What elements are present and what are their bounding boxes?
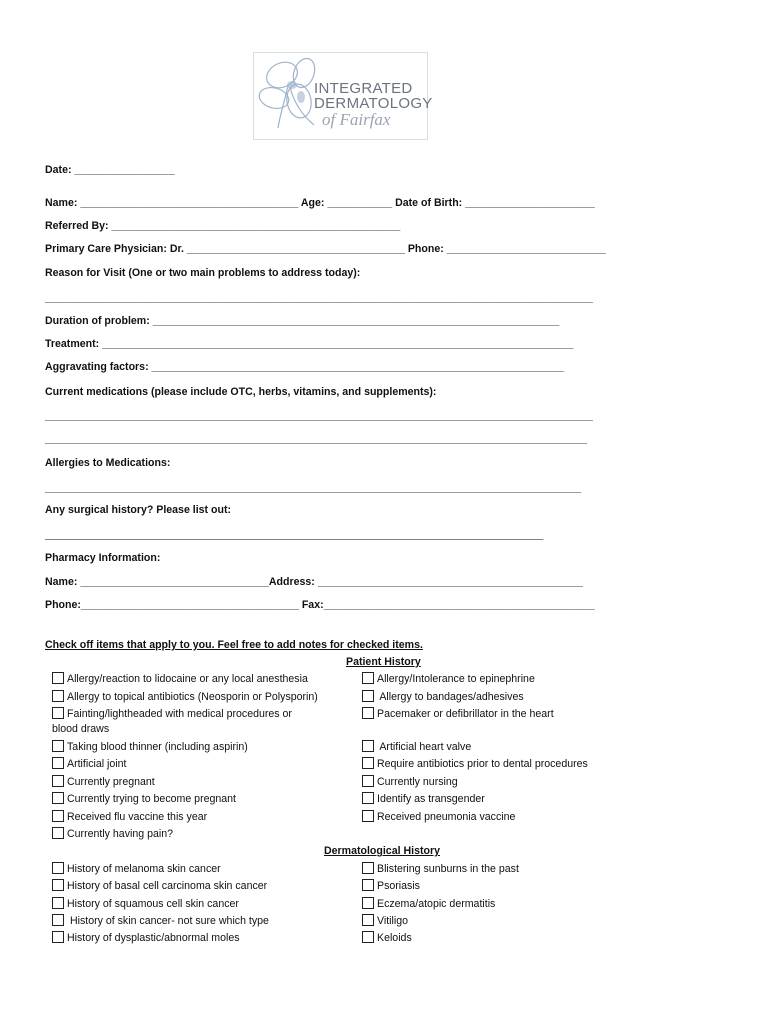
checkbox-icon[interactable]: [52, 810, 64, 822]
checkbox-item[interactable]: [52, 707, 292, 721]
checkbox-icon[interactable]: [362, 810, 374, 822]
surgical-history-line[interactable]: ________________________________________________________________________________________________________________: [45, 531, 544, 540]
checkbox-item[interactable]: [52, 775, 155, 789]
checkbox-item[interactable]: [52, 897, 239, 911]
checkbox-icon[interactable]: [52, 931, 64, 943]
item-label: Artificial heart valve: [377, 741, 472, 753]
checkbox-icon[interactable]: [52, 862, 64, 874]
item-label: Artificial joint: [67, 758, 127, 770]
item-label: Vitiligo: [377, 915, 409, 927]
item-label: Allergy to topical antibiotics (Neosporin or Polysporin): [67, 691, 318, 703]
checkbox-item[interactable]: [52, 672, 308, 686]
checkbox-item[interactable]: [362, 707, 554, 721]
checkbox-icon[interactable]: [362, 792, 374, 804]
checkbox-icon[interactable]: [52, 775, 64, 787]
treatment-field[interactable]: Treatment: ________________________________________________________________________________: [45, 338, 574, 350]
item-label: Fainting/lightheaded with medical procedures or: [67, 708, 292, 720]
item-label: Keloids: [377, 932, 412, 944]
checkbox-icon[interactable]: [52, 757, 64, 769]
item-label: Allergy to bandages/adhesives: [377, 691, 524, 703]
item-label: Allergy/Intolerance to epinephrine: [377, 673, 535, 685]
medications-line-2[interactable]: ____________________________________________________________________________________________: [45, 433, 588, 445]
checkbox-icon[interactable]: [362, 775, 374, 787]
checkbox-icon[interactable]: [52, 707, 64, 719]
medications-line-1[interactable]: _____________________________________________________________________________________________: [45, 410, 593, 422]
checklist-instructions: Check off items that apply to you. Feel free to add notes for checked items.: [45, 639, 423, 651]
checkbox-item[interactable]: [362, 897, 495, 911]
checkbox-icon[interactable]: [362, 914, 374, 926]
pharmacy-info-label: Pharmacy Information:: [45, 552, 161, 564]
item-label: Pacemaker or defibrillator in the heart: [377, 708, 554, 720]
checkbox-item[interactable]: [362, 775, 458, 789]
checkbox-item[interactable]: [362, 792, 485, 806]
checkbox-item[interactable]: [52, 740, 248, 754]
checkbox-icon[interactable]: [362, 690, 374, 702]
checkbox-item[interactable]: [362, 862, 519, 876]
pcp-phone-field[interactable]: Primary Care Physician: Dr. _____________________________________ Phone: ___________________________: [45, 243, 606, 255]
item-label: Received flu vaccine this year: [67, 811, 208, 823]
pharmacy-phone-fax-field[interactable]: Phone:_____________________________________ Fax:______________________________________________: [45, 599, 595, 611]
checkbox-item[interactable]: [362, 690, 524, 704]
checkbox-item[interactable]: [362, 931, 412, 945]
surgical-history-label: Any surgical history? Please list out:: [45, 504, 232, 516]
checkbox-icon[interactable]: [52, 827, 64, 839]
checkbox-item[interactable]: [362, 672, 535, 686]
item-label: Blistering sunburns in the past: [377, 863, 519, 875]
checkbox-icon[interactable]: [362, 897, 374, 909]
item-label-wrap: blood draws: [52, 723, 110, 735]
checkbox-item[interactable]: [52, 757, 126, 771]
checkbox-item[interactable]: [362, 740, 471, 754]
checkbox-item[interactable]: [52, 827, 173, 841]
checkbox-icon[interactable]: [362, 879, 374, 891]
item-label: Currently nursing: [377, 776, 458, 788]
checkbox-icon[interactable]: [362, 740, 374, 752]
reason-for-visit-line[interactable]: _____________________________________________________________________________________________: [45, 292, 593, 304]
checkbox-item[interactable]: [52, 879, 267, 893]
checkbox-icon[interactable]: [52, 897, 64, 909]
allergies-label: Allergies to Medications:: [45, 457, 171, 469]
checkbox-icon[interactable]: [52, 792, 64, 804]
checkbox-item[interactable]: [362, 879, 420, 893]
checkbox-item[interactable]: [52, 914, 269, 928]
duration-field[interactable]: Duration of problem: _____________________________________________________________________: [45, 315, 560, 327]
checkbox-item[interactable]: [52, 792, 236, 806]
item-label: History of dysplastic/abnormal moles: [67, 932, 240, 944]
checkbox-item[interactable]: [52, 931, 240, 945]
item-label: History of squamous cell skin cancer: [67, 898, 239, 910]
item-label: History of skin cancer- not sure which type: [67, 915, 269, 927]
checkbox-icon[interactable]: [362, 672, 374, 684]
checkbox-icon[interactable]: [52, 914, 64, 926]
checkbox-item[interactable]: [52, 810, 207, 824]
checkbox-item[interactable]: [52, 862, 221, 876]
checkbox-icon[interactable]: [362, 707, 374, 719]
item-label: History of basal cell carcinoma skin cancer: [67, 880, 268, 892]
item-label: Currently trying to become pregnant: [67, 793, 236, 805]
checkbox-icon[interactable]: [52, 690, 64, 702]
referred-by-field[interactable]: Referred By: _________________________________________________: [45, 220, 401, 232]
item-label: Currently having pain?: [67, 828, 173, 840]
checkbox-icon[interactable]: [52, 879, 64, 891]
checkbox-item[interactable]: [362, 914, 408, 928]
name-age-dob-field[interactable]: Name: _____________________________________ Age: ___________ Date of Birth: ______________________: [45, 197, 595, 209]
checkbox-item[interactable]: [362, 810, 515, 824]
patient-history-heading: Patient History: [346, 656, 421, 668]
aggravating-factors-field[interactable]: Aggravating factors: ______________________________________________________________________: [45, 361, 564, 373]
date-field[interactable]: Date: _________________: [45, 164, 175, 176]
pharmacy-name-address-field[interactable]: Name: ________________________________Address: _____________________________________________: [45, 576, 583, 588]
checkbox-icon[interactable]: [362, 757, 374, 769]
item-label: Require antibiotics prior to dental procedures: [377, 758, 588, 770]
clinic-logo: [253, 52, 433, 140]
item-label: Eczema/atopic dermatitis: [377, 898, 496, 910]
reason-for-visit-label: Reason for Visit (One or two main problems to address today):: [45, 267, 361, 279]
dermatological-history-heading: Dermatological History: [324, 845, 440, 857]
checkbox-item[interactable]: [362, 757, 588, 771]
item-label: Psoriasis: [377, 880, 420, 892]
item-label: Currently pregnant: [67, 776, 155, 788]
logo-text-of-fairfax: of Fairfax: [322, 110, 391, 129]
checkbox-icon[interactable]: [362, 931, 374, 943]
logo-text-integrated: INTEGRATED: [314, 80, 413, 97]
allergies-line[interactable]: ___________________________________________________________________________________________: [45, 482, 582, 494]
checkbox-icon[interactable]: [362, 862, 374, 874]
item-label: History of melanoma skin cancer: [67, 863, 221, 875]
checkbox-item[interactable]: [52, 690, 318, 704]
checkbox-icon[interactable]: [52, 740, 64, 752]
item-label: Received pneumonia vaccine: [377, 811, 516, 823]
item-label: Taking blood thinner (including aspirin): [67, 741, 248, 753]
item-label: Allergy/reaction to lidocaine or any local anesthesia: [67, 673, 308, 685]
current-medications-label: Current medications (please include OTC, herbs, vitamins, and supplements):: [45, 386, 437, 398]
item-label: Identify as transgender: [377, 793, 485, 805]
logo-text-dermatology: DERMATOLOGY: [314, 95, 433, 112]
checkbox-icon[interactable]: [52, 672, 64, 684]
